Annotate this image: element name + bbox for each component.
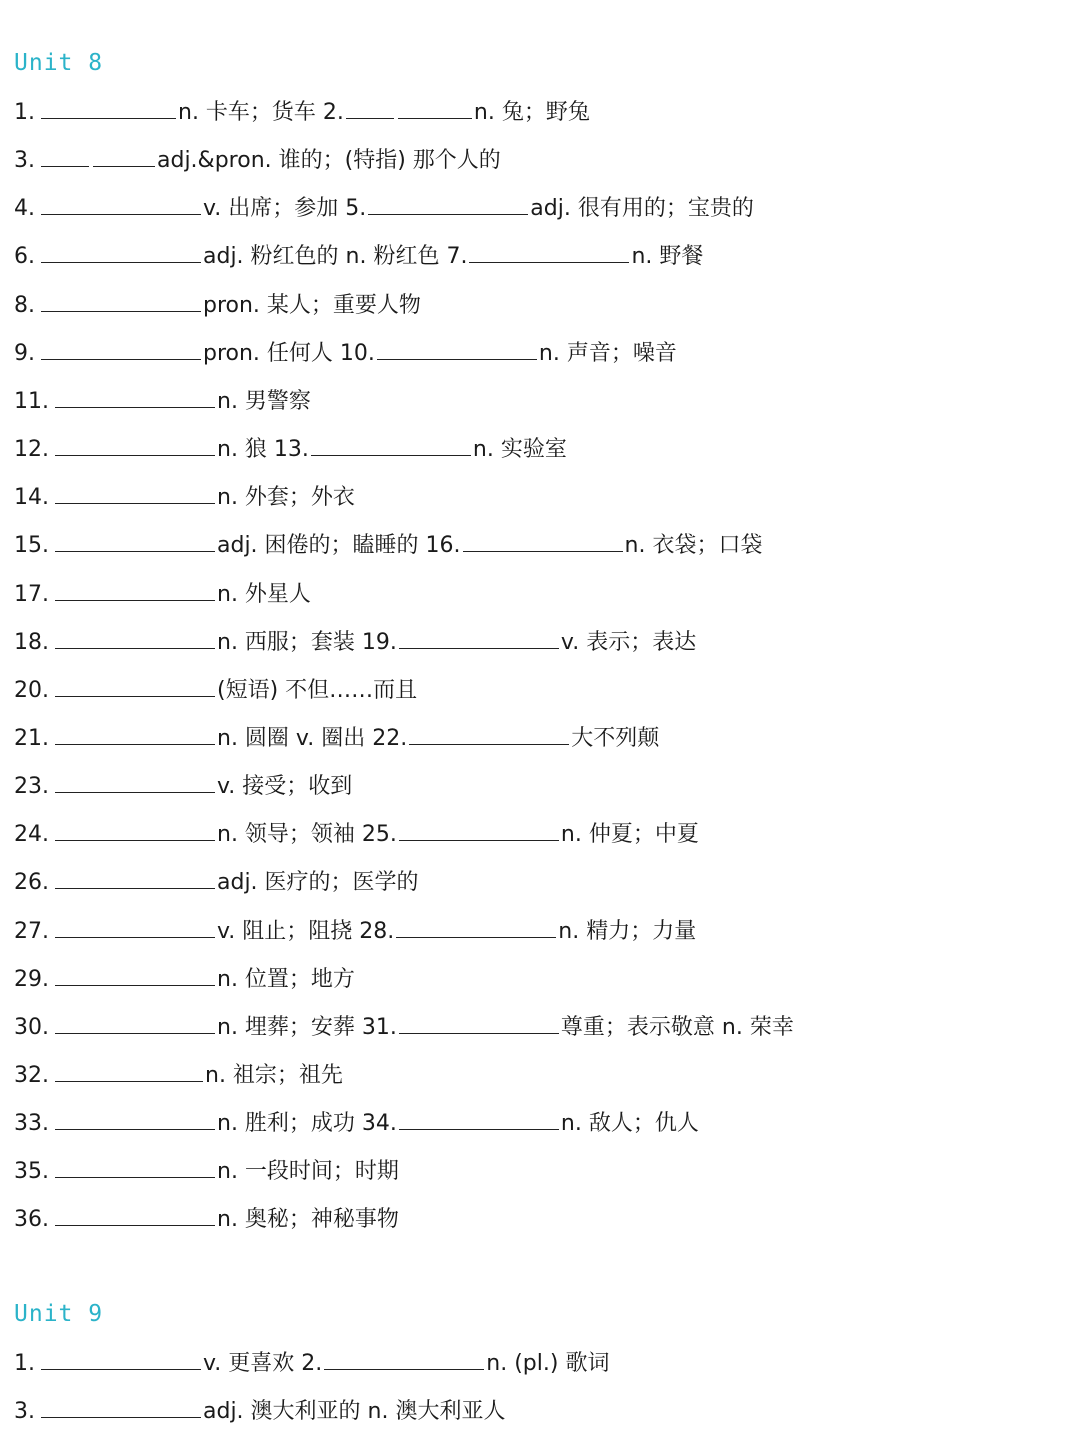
definition-text: n. 奥秘；神秘事物 xyxy=(217,1207,399,1233)
answer-blank[interactable] xyxy=(55,580,215,601)
item-number: 29. xyxy=(14,966,49,992)
answer-blank[interactable] xyxy=(55,387,215,408)
vocab-line xyxy=(14,96,590,130)
item-number: 11. xyxy=(14,388,49,414)
vocab-line xyxy=(14,337,677,371)
answer-blank[interactable] xyxy=(55,1013,215,1034)
definition-text: n. 位置；地方 xyxy=(217,966,355,992)
item-number: 30. xyxy=(14,1014,49,1040)
vocab-line xyxy=(14,578,311,612)
definition-text: v. 更喜欢 2. xyxy=(203,1351,323,1376)
item-number: 33. xyxy=(14,1111,49,1137)
answer-blank[interactable] xyxy=(398,98,472,119)
answer-blank[interactable] xyxy=(41,146,89,167)
answer-blank[interactable] xyxy=(41,194,201,215)
answer-blank[interactable] xyxy=(41,1349,201,1370)
item-number: 6. xyxy=(14,244,35,270)
definition-text: n. 西服；套装 19. xyxy=(217,629,397,655)
definition-text: n. 圆圈 v. 圈出 22. xyxy=(217,725,408,751)
answer-blank[interactable] xyxy=(399,1109,559,1130)
definition-text: adj. 粉红色的 n. 粉红色 7. xyxy=(203,244,468,270)
definition-text: adj. 澳大利亚的 n. 澳大利亚人 xyxy=(203,1399,506,1425)
answer-blank[interactable] xyxy=(55,531,215,552)
definition-text: v. 出席；参加 5. xyxy=(203,196,367,222)
item-number: 3. xyxy=(14,1399,35,1425)
item-number: 9. xyxy=(14,340,35,366)
vocab-line xyxy=(14,385,311,419)
definition-text: n. 外星人 xyxy=(217,581,311,607)
vocab-line xyxy=(14,1395,505,1429)
answer-blank[interactable] xyxy=(55,1205,215,1226)
vocab-line xyxy=(14,144,501,178)
item-number: 4. xyxy=(14,196,35,222)
vocab-line xyxy=(14,770,352,804)
item-number: 18. xyxy=(14,629,49,655)
definition-text: 尊重；表示敬意 n. 荣幸 xyxy=(560,1014,794,1040)
answer-blank[interactable] xyxy=(55,868,215,889)
answer-blank[interactable] xyxy=(55,676,215,697)
answer-blank[interactable] xyxy=(55,628,215,649)
definition-text: pron. 任何人 10. xyxy=(203,340,375,366)
vocab-line xyxy=(14,481,355,515)
vocab-line xyxy=(14,1203,399,1237)
answer-blank[interactable] xyxy=(311,435,471,456)
vocab-line xyxy=(14,722,659,756)
item-number: 14. xyxy=(14,485,49,511)
answer-blank[interactable] xyxy=(346,98,394,119)
item-number: 1. xyxy=(14,1351,35,1376)
vocab-line xyxy=(14,915,696,949)
item-number: 32. xyxy=(14,1063,49,1088)
definition-text: n. 野餐 xyxy=(631,244,704,270)
vocab-line xyxy=(14,1011,794,1045)
vocab-line xyxy=(14,1347,609,1381)
item-number: 35. xyxy=(14,1159,49,1185)
vocab-line xyxy=(14,289,421,323)
vocab-line xyxy=(14,963,355,997)
vocab-line xyxy=(14,626,696,660)
answer-blank[interactable] xyxy=(55,1109,215,1130)
answer-blank[interactable] xyxy=(55,820,215,841)
vocab-line xyxy=(14,674,417,708)
answer-blank[interactable] xyxy=(324,1349,484,1370)
unit-title: Unit 8 xyxy=(14,50,104,76)
answer-blank[interactable] xyxy=(399,1013,559,1034)
answer-blank[interactable] xyxy=(396,917,556,938)
answer-blank[interactable] xyxy=(55,917,215,938)
vocab-line xyxy=(14,529,762,563)
answer-blank[interactable] xyxy=(41,98,176,119)
item-number: 8. xyxy=(14,292,35,318)
answer-blank[interactable] xyxy=(41,242,201,263)
vocab-line xyxy=(14,1059,343,1093)
definition-text: n. 兔；野兔 xyxy=(473,100,590,125)
answer-blank[interactable] xyxy=(377,339,537,360)
definition-text: n. 领导；领袖 25. xyxy=(217,822,397,848)
definition-text: 大不列颠 xyxy=(571,725,660,751)
vocab-line xyxy=(14,433,567,467)
item-number: 20. xyxy=(14,677,49,703)
definition-text: n. 外套；外衣 xyxy=(217,485,355,511)
answer-blank[interactable] xyxy=(368,194,528,215)
answer-blank[interactable] xyxy=(399,628,559,649)
item-number: 36. xyxy=(14,1207,49,1233)
answer-blank[interactable] xyxy=(41,291,201,312)
answer-blank[interactable] xyxy=(55,772,215,793)
definition-text: n. 实验室 xyxy=(472,437,567,463)
item-number: 12. xyxy=(14,437,49,463)
answer-blank[interactable] xyxy=(399,820,559,841)
definition-text: adj. 医疗的；医学的 xyxy=(217,870,419,896)
definition-text: n. 埋葬；安葬 31. xyxy=(217,1014,397,1040)
item-number: 27. xyxy=(14,918,49,944)
definition-text: n. 衣袋；口袋 xyxy=(624,533,763,559)
definition-text: adj.&pron. 谁的；(特指) 那个人的 xyxy=(157,148,501,174)
answer-blank[interactable] xyxy=(55,483,215,504)
definition-text: n. 精力；力量 xyxy=(558,918,697,944)
item-number: 21. xyxy=(14,725,49,751)
definition-text: n. 狼 13. xyxy=(217,437,309,463)
answer-blank[interactable] xyxy=(409,724,569,745)
definition-text: n. 声音；噪音 xyxy=(538,340,677,366)
definition-text: n. 仲夏；中夏 xyxy=(560,822,699,848)
vocab-line xyxy=(14,866,419,900)
vocab-line xyxy=(14,818,699,852)
definition-text: n. 卡车；货车 2. xyxy=(178,100,344,125)
definition-text: n. 祖宗；祖先 xyxy=(205,1063,343,1088)
vocab-line xyxy=(14,1107,699,1141)
definition-text: n. (pl.) 歌词 xyxy=(486,1351,610,1376)
unit-title: Unit 9 xyxy=(14,1301,104,1327)
definition-text: adj. 困倦的；瞌睡的 16. xyxy=(217,533,461,559)
definition-text: pron. 某人；重要人物 xyxy=(203,292,421,318)
item-number: 23. xyxy=(14,774,49,800)
definition-text: adj. 很有用的；宝贵的 xyxy=(530,196,754,222)
definition-text: n. 一段时间；时期 xyxy=(217,1159,399,1185)
answer-blank[interactable] xyxy=(55,1061,203,1082)
item-number: 3. xyxy=(14,148,35,174)
definition-text: v. 阻止；阻挠 28. xyxy=(217,918,395,944)
definition-text: n. 敌人；仇人 xyxy=(560,1111,699,1137)
definition-text: n. 男警察 xyxy=(217,388,311,414)
item-number: 17. xyxy=(14,581,49,607)
definition-text: v. 表示；表达 xyxy=(560,629,697,655)
answer-blank[interactable] xyxy=(41,339,201,360)
vocab-line xyxy=(14,240,703,274)
item-number: 26. xyxy=(14,870,49,896)
answer-blank[interactable] xyxy=(55,724,215,745)
item-number: 15. xyxy=(14,533,49,559)
definition-text: n. 胜利；成功 34. xyxy=(217,1111,397,1137)
answer-blank[interactable] xyxy=(463,531,623,552)
answer-blank[interactable] xyxy=(55,965,215,986)
answer-blank[interactable] xyxy=(469,242,629,263)
answer-blank[interactable] xyxy=(93,146,155,167)
answer-blank[interactable] xyxy=(41,1397,201,1418)
definition-text: v. 接受；收到 xyxy=(217,774,353,800)
vocab-line xyxy=(14,192,754,226)
vocab-line xyxy=(14,1155,399,1189)
definition-text: (短语) 不但……而且 xyxy=(217,677,418,703)
answer-blank[interactable] xyxy=(55,1157,215,1178)
item-number: 24. xyxy=(14,822,49,848)
answer-blank[interactable] xyxy=(55,435,215,456)
item-number: 1. xyxy=(14,100,35,125)
